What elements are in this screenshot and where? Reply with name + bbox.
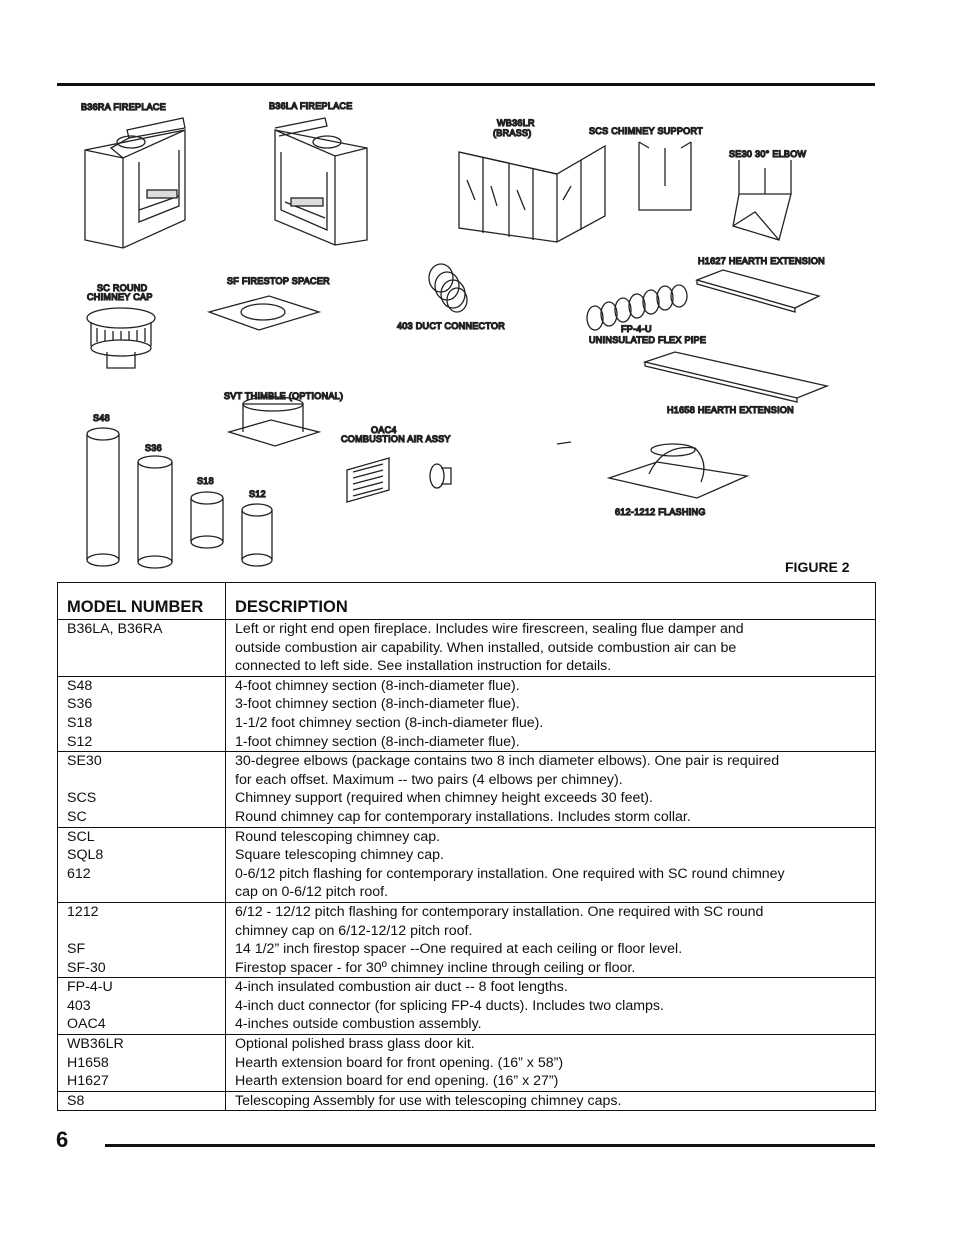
model-number: S12: [67, 733, 93, 750]
label-sc-1: SC ROUND: [97, 283, 148, 293]
table-row: [58, 752, 876, 827]
model-cell: [58, 827, 226, 902]
description-cell: [226, 620, 876, 677]
description-cell: [226, 902, 876, 977]
description-line: 4-inch insulated combustion air duct -- 8 foot lengths.: [235, 979, 568, 996]
model-cell: [58, 978, 226, 1035]
label-h1658: H1658 HEARTH EXTENSION: [667, 405, 794, 415]
description-line: 3-foot chimney section (8-inch-diameter flue).: [235, 696, 520, 713]
description-line: Round chimney cap for contemporary installations. Includes storm collar.: [235, 808, 691, 825]
table-row: [58, 827, 876, 902]
model-number-spacer: [67, 771, 219, 790]
description-line: connected to left side. See installation instruction for details.: [235, 658, 612, 675]
model-cell: [58, 620, 226, 677]
model-number: B36LA, B36RA: [67, 621, 163, 637]
b36ra-fireplace-illustration: [85, 118, 185, 248]
table-row: [58, 978, 876, 1035]
table-header-row: [58, 583, 876, 620]
label-s18: S18: [197, 476, 214, 486]
model-number: S18: [67, 714, 93, 731]
sf-firestop-illustration: [209, 296, 319, 330]
duct-connector-illustration: [429, 264, 467, 312]
description-cell: [226, 1035, 876, 1092]
label-scs: SCS CHIMNEY SUPPORT: [589, 126, 703, 136]
model-number: S36: [67, 696, 93, 713]
model-number: 612: [67, 865, 91, 882]
model-number: S48: [67, 677, 93, 694]
label-s12: S12: [249, 489, 266, 499]
top-rule: [57, 83, 875, 86]
label-svt: SVT THIMBLE (OPTIONAL): [224, 391, 344, 401]
description-line: 14 1/2” inch firestop spacer --One required at each ceiling or floor level.: [235, 941, 683, 958]
model-number: SE30: [67, 753, 102, 770]
description-line: Hearth extension board for end opening. (16” x 27”): [235, 1073, 559, 1090]
label-s36: S36: [145, 443, 162, 453]
model-cell: [58, 1091, 226, 1111]
description-line: 1-1/2 foot chimney section (8-inch-diameter flue).: [235, 714, 544, 731]
label-sf: SF FIRESTOP SPACER: [227, 276, 330, 286]
description-line: cap on 0-6/12 pitch roof.: [235, 884, 389, 901]
model-cell: [58, 752, 226, 827]
model-number: SC: [67, 808, 87, 825]
description-line: Chimney support (required when chimney height exceeds 30 feet).: [235, 790, 653, 807]
description-line: 30-degree elbows (package contains two 8 inch diameter elbows). One pair is required: [235, 753, 780, 770]
label-sc-2: CHIMNEY CAP: [87, 292, 153, 302]
table-row: [58, 676, 876, 751]
description-cell: [226, 752, 876, 827]
label-wb36lr-sub: (BRASS): [493, 128, 532, 138]
model-number: SCS: [67, 790, 97, 807]
label-wb36lr: WB36LR: [497, 118, 535, 128]
model-number: S8: [67, 1092, 85, 1109]
description-line: Firestop spacer - for 30º chimney incline through ceiling or floor.: [235, 959, 636, 976]
label-b36la: B36LA FIREPLACE: [269, 101, 353, 111]
model-number: SF-30: [67, 959, 106, 976]
h1627-hearth-illustration: [697, 270, 819, 312]
oac4-illustration: [347, 458, 451, 502]
description-line: 1-foot chimney section (8-inch-diameter flue).: [235, 733, 520, 750]
model-number: SQL8: [67, 847, 104, 864]
model-number: 403: [67, 997, 91, 1014]
description-line: chimney cap on 6/12-12/12 pitch roof.: [235, 922, 473, 939]
bottom-rule: [105, 1144, 875, 1147]
s36-illustration: [138, 456, 172, 568]
model-number: 1212: [67, 903, 99, 920]
s48-illustration: [87, 428, 119, 566]
description-line: Telescoping Assembly for use with telescoping chimney caps.: [235, 1092, 622, 1109]
label-h1627: H1627 HEARTH EXTENSION: [698, 256, 825, 266]
label-fp4u: FP-4-U: [621, 324, 652, 334]
description-cell: [226, 676, 876, 751]
label-b36ra: B36RA FIREPLACE: [81, 102, 167, 112]
table-row: [58, 902, 876, 977]
flashing-illustration: [557, 442, 747, 498]
description-line: Optional polished brass glass door kit.: [235, 1036, 475, 1053]
model-number: H1627: [67, 1073, 109, 1090]
parts-figure: [57, 90, 875, 578]
model-cell: [58, 676, 226, 751]
s12-illustration: [242, 504, 272, 566]
model-number: OAC4: [67, 1016, 106, 1033]
page-number: 6: [56, 1127, 69, 1152]
wb36lr-door-illustration: [459, 146, 605, 242]
description-cell: [226, 978, 876, 1035]
model-number: SF: [67, 941, 86, 958]
svt-thimble-illustration: [229, 397, 319, 446]
model-cell: [58, 902, 226, 977]
header-description: DESCRIPTION: [226, 583, 876, 620]
description-cell: [226, 827, 876, 902]
b36la-fireplace-illustration: [275, 118, 367, 245]
description-cell: [226, 1091, 876, 1111]
label-oac4: OAC4: [371, 425, 397, 435]
label-s48: S48: [93, 413, 110, 423]
description-line: 6/12 - 12/12 pitch flashing for contemporary installation. One required with SC round: [235, 903, 764, 920]
model-number: SCL: [67, 828, 95, 845]
description-line: 4-foot chimney section (8-inch-diameter flue).: [235, 677, 520, 694]
model-number: FP-4-U: [67, 979, 113, 996]
model-number-spacer: [67, 883, 219, 902]
s18-illustration: [191, 492, 223, 548]
table-row: [58, 1035, 876, 1092]
description-line: 0-6/12 pitch flashing for contemporary installation. One required with SC round chimney: [235, 865, 785, 882]
label-403: 403 DUCT CONNECTOR: [397, 321, 506, 331]
description-line: 4-inches outside combustion assembly.: [235, 1016, 482, 1033]
label-oac4-sub: COMBUSTION AIR ASSY: [341, 434, 451, 444]
scs-chimney-support-illustration: [639, 142, 691, 210]
figure-caption: FIGURE 2: [785, 559, 850, 575]
model-number-spacer: [67, 922, 219, 941]
sc-chimney-cap-illustration: [87, 308, 155, 368]
description-line: Square telescoping chimney cap.: [235, 847, 444, 864]
label-se30: SE30 30° ELBOW: [729, 149, 807, 159]
description-line: Round telescoping chimney cap.: [235, 828, 441, 845]
h1658-hearth-illustration: [645, 352, 827, 402]
label-fp4u-sub: UNINSULATED FLEX PIPE: [589, 335, 707, 345]
parts-table: [57, 582, 876, 1111]
description-line: 4-inch duct connector (for splicing FP-4 ducts). Includes two clamps.: [235, 997, 664, 1014]
se30-elbow-illustration: [733, 160, 791, 240]
description-line: Hearth extension board for front opening. (16” x 58”): [235, 1054, 564, 1071]
description-line: for each offset. Maximum -- two pairs (4 elbows per chimney).: [235, 771, 623, 788]
header-model-number: MODEL NUMBER: [58, 583, 226, 620]
table-row: [58, 620, 876, 677]
description-line: outside combustion air capability. When installed, outside combustion air can be: [235, 639, 737, 656]
table-row: [58, 1091, 876, 1111]
model-number: WB36LR: [67, 1036, 124, 1053]
model-cell: [58, 1035, 226, 1092]
description-line: Left or right end open fireplace. Includes wire firescreen, sealing flue damper and: [235, 621, 744, 637]
model-number: H1658: [67, 1054, 109, 1071]
label-flashing: 612-1212 FLASHING: [615, 507, 706, 517]
